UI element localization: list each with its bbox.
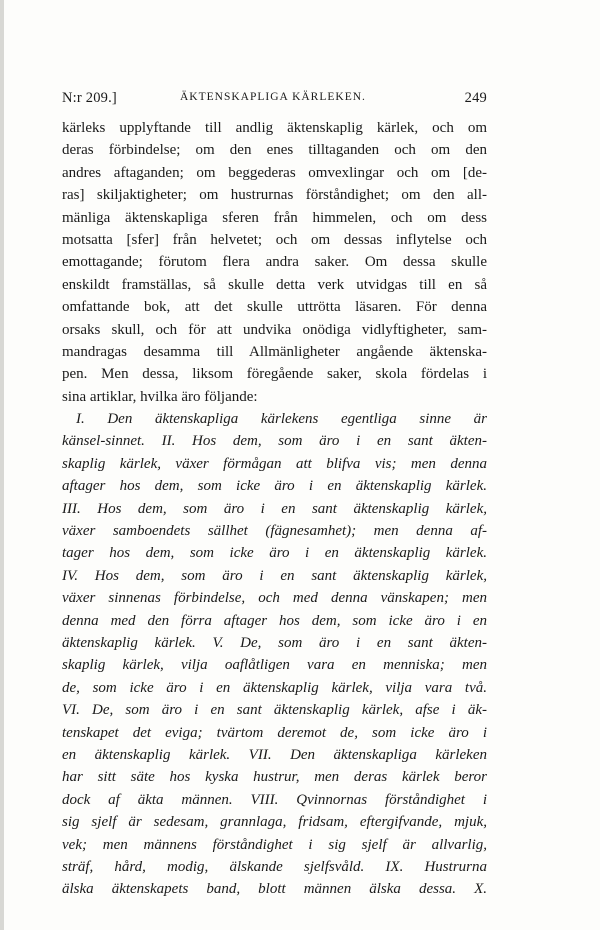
text-line: motsatta [sfer] från helvetet; och om dessas inflytelse och	[62, 231, 487, 248]
text-line: älska äktenskapets band, blott männen älska dessa. X.	[62, 881, 487, 898]
text-line: kärleks upplyftande till andlig äktenskaplig kärlek, och om	[62, 120, 487, 136]
text-line: känsel-sinnet. II. Hos dem, som äro i en sant äkten-	[62, 433, 487, 450]
text-line: sina artiklar, hvilka äro följande:	[62, 388, 258, 405]
text-line: tenskapet det eviga; tvärtom deremot de, som icke äro i	[62, 724, 487, 741]
body-text	[62, 117, 487, 901]
text-line: en äktenskaplig kärlek. VII. Den äktenskapliga kärleken	[62, 746, 487, 763]
scan-edge	[0, 0, 4, 930]
text-line: omfattande bok, att det skulle uttrötta läsaren. För denna	[62, 299, 487, 316]
text-line: ras] skiljaktigheter; om hustrurnas förståndighet; om den all-	[62, 187, 487, 204]
text-line: emottagande; förutom flera andra saker. Om dessa skulle	[62, 254, 487, 271]
text-line: deras förbindelse; om den enes tilltaganden och om den	[62, 142, 487, 159]
text-line: aftager hos dem, som icke äro i en äktenskaplig kärlek.	[62, 478, 487, 495]
text-line: skaplig kärlek, växer förmågan att blifva vis; men denna	[62, 455, 487, 472]
running-title: ÄKTENSKAPLIGA KÄRLEKEN.	[180, 91, 366, 103]
text-line: mandragas desamma till Allmänligheter angående äktenska-	[62, 343, 487, 360]
text-line: mänliga äktenskapliga sferen från himmelen, och om dess	[62, 209, 487, 226]
text-line: tager hos dem, som icke äro i en äktenskaplig kärlek.	[62, 545, 487, 562]
text-line: sträf, hård, modig, älskande sjelfsvåld. IX. Hustrurna	[62, 858, 487, 875]
text-line: orsaks skull, och för att undvika onödiga vidlyftigheter, sam-	[62, 321, 487, 338]
text-line: de, som icke äro i en äktenskaplig kärlek, vilja vara två.	[62, 679, 487, 696]
text-line: enskildt framställas, så skulle detta verk utvidgas till en så	[62, 276, 487, 293]
section-number: N:r 209.]	[62, 90, 117, 106]
running-header	[62, 90, 487, 110]
text-line: äktenskaplig kärlek. V. De, som äro i en sant äkten-	[62, 634, 487, 651]
text-line: III. Hos dem, som äro i en sant äktenskaplig kärlek,	[62, 500, 487, 517]
text-line: växer samboendets sällhet (fägnesamhet); men denna af-	[62, 523, 487, 540]
text-line: växer sinnenas förbindelse, och med denna vänskapen; men	[62, 590, 487, 607]
text-line: dock af äkta männen. VIII. Qvinnornas förståndighet i	[62, 791, 487, 808]
text-line: I. Den äktenskapliga kärlekens egentliga sinne är	[76, 411, 487, 428]
page-number: 249	[464, 90, 487, 106]
text-line: pen. Men dessa, liksom föregående saker, skola fördelas i	[62, 366, 487, 383]
text-line: skaplig kärlek, vilja oaflåtligen vara en menniska; men	[62, 657, 487, 674]
text-line: denna med den förra aftager hos dem, som icke äro i en	[62, 612, 487, 629]
text-line: VI. De, som äro i en sant äktenskaplig kärlek, afse i äk-	[62, 702, 487, 719]
text-line: andres aftaganden; om beggederas omvexlingar och om [de-	[62, 164, 487, 181]
text-line: sig sjelf är sedesam, grannlaga, fridsam, eftergifvande, mjuk,	[62, 814, 487, 831]
text-line: har sitt säte hos kyska hustrur, men deras kärlek beror	[62, 769, 487, 786]
text-line: IV. Hos dem, som äro i en sant äktenskaplig kärlek,	[62, 567, 487, 584]
text-line: vek; men männens förståndighet i sig sjelf är allvarlig,	[62, 836, 487, 853]
